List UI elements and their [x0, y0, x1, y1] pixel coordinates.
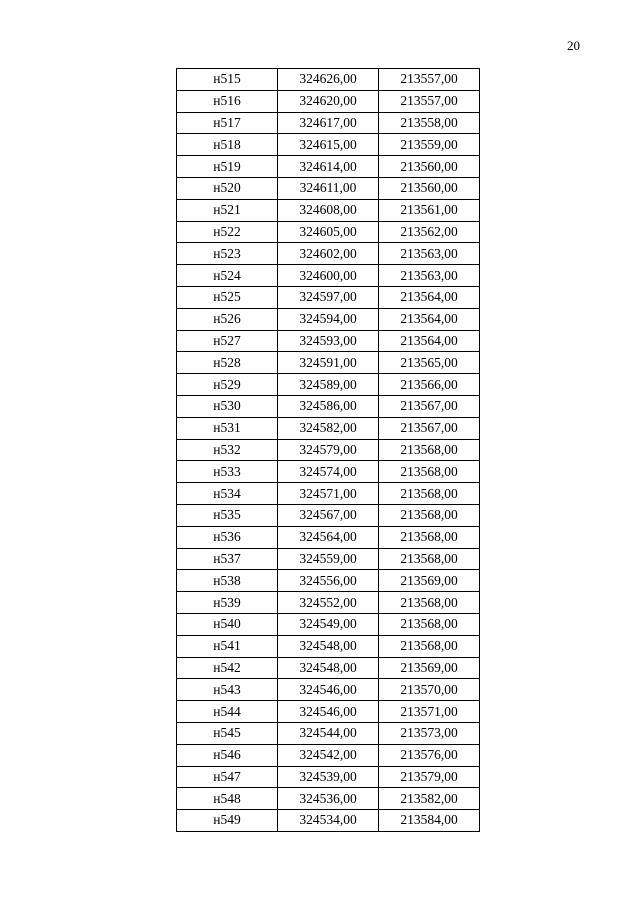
y-coordinate-cell: 213571,00: [379, 701, 480, 723]
table-row: [177, 134, 480, 156]
x-coordinate-cell: 324589,00: [278, 374, 379, 396]
point-id-cell: н546: [177, 744, 278, 766]
table-row: [177, 352, 480, 374]
y-coordinate-cell: 213568,00: [379, 635, 480, 657]
point-id-cell: н515: [177, 69, 278, 91]
point-id-cell: н527: [177, 330, 278, 352]
y-coordinate-cell: 213563,00: [379, 265, 480, 287]
x-coordinate-cell: 324571,00: [278, 483, 379, 505]
x-coordinate-cell: 324548,00: [278, 657, 379, 679]
point-id-cell: н549: [177, 810, 278, 832]
coordinates-table: [176, 68, 480, 832]
table-row: [177, 701, 480, 723]
y-coordinate-cell: 213564,00: [379, 286, 480, 308]
y-coordinate-cell: 213569,00: [379, 570, 480, 592]
x-coordinate-cell: 324542,00: [278, 744, 379, 766]
y-coordinate-cell: 213576,00: [379, 744, 480, 766]
y-coordinate-cell: 213560,00: [379, 156, 480, 178]
x-coordinate-cell: 324615,00: [278, 134, 379, 156]
x-coordinate-cell: 324608,00: [278, 199, 379, 221]
table-row: [177, 766, 480, 788]
table-row: [177, 330, 480, 352]
point-id-cell: н533: [177, 461, 278, 483]
point-id-cell: н541: [177, 635, 278, 657]
page-number: 20: [567, 38, 580, 53]
y-coordinate-cell: 213568,00: [379, 483, 480, 505]
x-coordinate-cell: 324597,00: [278, 286, 379, 308]
table-row: [177, 112, 480, 134]
table-row: [177, 69, 480, 91]
table-row: [177, 788, 480, 810]
x-coordinate-cell: 324602,00: [278, 243, 379, 265]
y-coordinate-cell: 213557,00: [379, 90, 480, 112]
x-coordinate-cell: 324582,00: [278, 417, 379, 439]
y-coordinate-cell: 213563,00: [379, 243, 480, 265]
x-coordinate-cell: 324546,00: [278, 701, 379, 723]
x-coordinate-cell: 324552,00: [278, 592, 379, 614]
x-coordinate-cell: 324586,00: [278, 395, 379, 417]
y-coordinate-cell: 213567,00: [379, 395, 480, 417]
y-coordinate-cell: 213570,00: [379, 679, 480, 701]
point-id-cell: н520: [177, 177, 278, 199]
y-coordinate-cell: 213568,00: [379, 613, 480, 635]
x-coordinate-cell: 324574,00: [278, 461, 379, 483]
y-coordinate-cell: 213584,00: [379, 810, 480, 832]
table-row: [177, 810, 480, 832]
x-coordinate-cell: 324564,00: [278, 526, 379, 548]
x-coordinate-cell: 324556,00: [278, 570, 379, 592]
table-row: [177, 483, 480, 505]
table-row: [177, 221, 480, 243]
point-id-cell: н526: [177, 308, 278, 330]
x-coordinate-cell: 324546,00: [278, 679, 379, 701]
y-coordinate-cell: 213561,00: [379, 199, 480, 221]
point-id-cell: н548: [177, 788, 278, 810]
y-coordinate-cell: 213564,00: [379, 308, 480, 330]
y-coordinate-cell: 213560,00: [379, 177, 480, 199]
y-coordinate-cell: 213559,00: [379, 134, 480, 156]
table-row: [177, 395, 480, 417]
point-id-cell: н522: [177, 221, 278, 243]
y-coordinate-cell: 213568,00: [379, 461, 480, 483]
point-id-cell: н536: [177, 526, 278, 548]
y-coordinate-cell: 213562,00: [379, 221, 480, 243]
x-coordinate-cell: 324548,00: [278, 635, 379, 657]
table-row: [177, 548, 480, 570]
point-id-cell: н524: [177, 265, 278, 287]
y-coordinate-cell: 213565,00: [379, 352, 480, 374]
table-row: [177, 613, 480, 635]
table-row: [177, 592, 480, 614]
point-id-cell: н523: [177, 243, 278, 265]
point-id-cell: н517: [177, 112, 278, 134]
y-coordinate-cell: 213568,00: [379, 439, 480, 461]
x-coordinate-cell: 324614,00: [278, 156, 379, 178]
table-row: [177, 265, 480, 287]
point-id-cell: н547: [177, 766, 278, 788]
coordinates-table-body: [177, 69, 480, 832]
point-id-cell: н530: [177, 395, 278, 417]
table-row: [177, 199, 480, 221]
point-id-cell: н525: [177, 286, 278, 308]
y-coordinate-cell: 213568,00: [379, 592, 480, 614]
x-coordinate-cell: 324549,00: [278, 613, 379, 635]
point-id-cell: н545: [177, 722, 278, 744]
point-id-cell: н516: [177, 90, 278, 112]
point-id-cell: н542: [177, 657, 278, 679]
table-row: [177, 308, 480, 330]
table-row: [177, 439, 480, 461]
table-row: [177, 417, 480, 439]
y-coordinate-cell: 213567,00: [379, 417, 480, 439]
point-id-cell: н531: [177, 417, 278, 439]
point-id-cell: н543: [177, 679, 278, 701]
x-coordinate-cell: 324594,00: [278, 308, 379, 330]
y-coordinate-cell: 213568,00: [379, 504, 480, 526]
point-id-cell: н537: [177, 548, 278, 570]
table-row: [177, 504, 480, 526]
x-coordinate-cell: 324544,00: [278, 722, 379, 744]
y-coordinate-cell: 213569,00: [379, 657, 480, 679]
point-id-cell: н534: [177, 483, 278, 505]
y-coordinate-cell: 213568,00: [379, 526, 480, 548]
table-row: [177, 461, 480, 483]
point-id-cell: н540: [177, 613, 278, 635]
point-id-cell: н528: [177, 352, 278, 374]
x-coordinate-cell: 324611,00: [278, 177, 379, 199]
x-coordinate-cell: 324591,00: [278, 352, 379, 374]
point-id-cell: н532: [177, 439, 278, 461]
x-coordinate-cell: 324534,00: [278, 810, 379, 832]
table-row: [177, 722, 480, 744]
y-coordinate-cell: 213579,00: [379, 766, 480, 788]
table-row: [177, 156, 480, 178]
y-coordinate-cell: 213573,00: [379, 722, 480, 744]
table-row: [177, 570, 480, 592]
point-id-cell: н538: [177, 570, 278, 592]
x-coordinate-cell: 324600,00: [278, 265, 379, 287]
table-row: [177, 635, 480, 657]
y-coordinate-cell: 213557,00: [379, 69, 480, 91]
x-coordinate-cell: 324620,00: [278, 90, 379, 112]
y-coordinate-cell: 213568,00: [379, 548, 480, 570]
table-row: [177, 679, 480, 701]
table-row: [177, 657, 480, 679]
table-row: [177, 374, 480, 396]
point-id-cell: н535: [177, 504, 278, 526]
y-coordinate-cell: 213582,00: [379, 788, 480, 810]
y-coordinate-cell: 213564,00: [379, 330, 480, 352]
point-id-cell: н544: [177, 701, 278, 723]
x-coordinate-cell: 324617,00: [278, 112, 379, 134]
x-coordinate-cell: 324536,00: [278, 788, 379, 810]
x-coordinate-cell: 324593,00: [278, 330, 379, 352]
x-coordinate-cell: 324559,00: [278, 548, 379, 570]
table-row: [177, 243, 480, 265]
table-row: [177, 286, 480, 308]
x-coordinate-cell: 324567,00: [278, 504, 379, 526]
point-id-cell: н529: [177, 374, 278, 396]
table-row: [177, 526, 480, 548]
point-id-cell: н518: [177, 134, 278, 156]
x-coordinate-cell: 324626,00: [278, 69, 379, 91]
table-row: [177, 177, 480, 199]
y-coordinate-cell: 213558,00: [379, 112, 480, 134]
table-row: [177, 744, 480, 766]
y-coordinate-cell: 213566,00: [379, 374, 480, 396]
point-id-cell: н519: [177, 156, 278, 178]
x-coordinate-cell: 324605,00: [278, 221, 379, 243]
point-id-cell: н539: [177, 592, 278, 614]
table-row: [177, 90, 480, 112]
x-coordinate-cell: 324539,00: [278, 766, 379, 788]
x-coordinate-cell: 324579,00: [278, 439, 379, 461]
point-id-cell: н521: [177, 199, 278, 221]
